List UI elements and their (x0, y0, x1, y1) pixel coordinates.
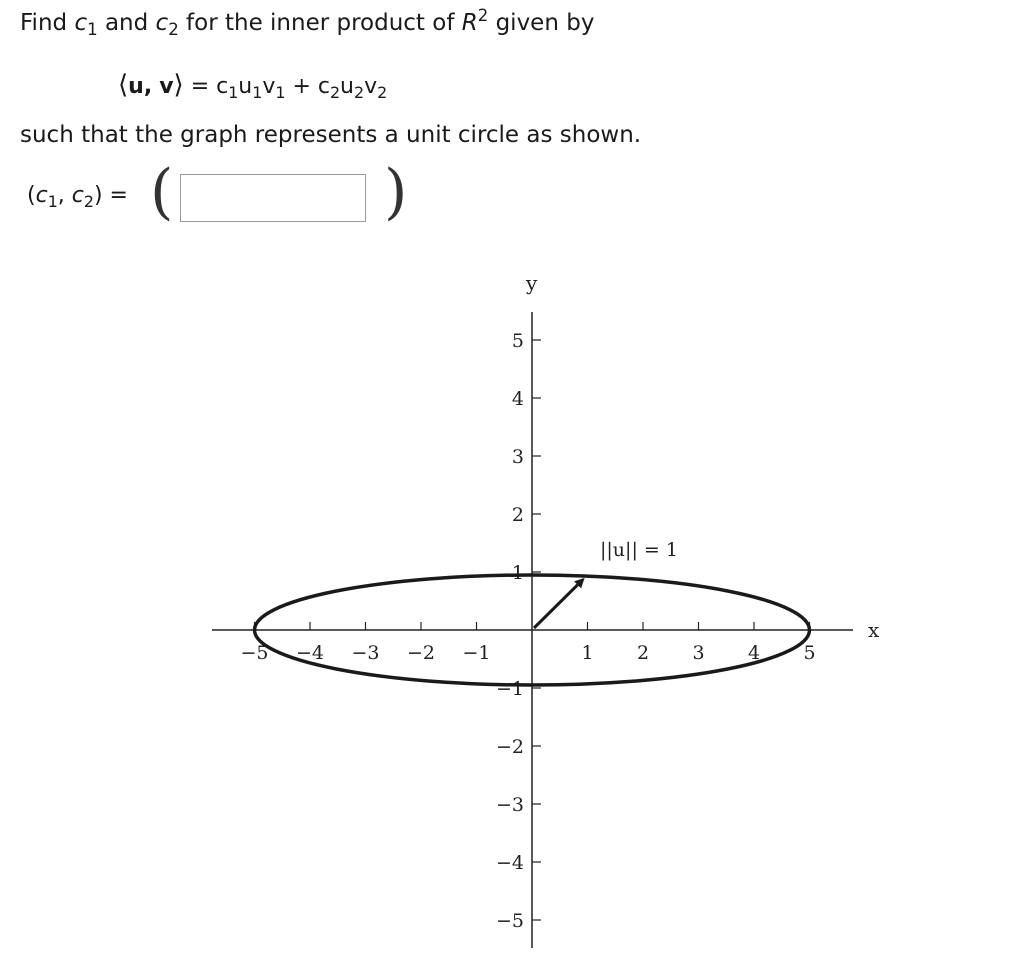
right-angle-bracket: ⟩ (173, 70, 184, 100)
x-tick-label: −4 (295, 642, 325, 664)
answer-c2: c (71, 183, 84, 208)
vector-v: v (159, 74, 174, 99)
formula-v1: v (262, 74, 276, 99)
x-tick-label: 3 (692, 642, 705, 664)
y-tick-label: 4 (511, 388, 524, 410)
question-text-find: Find (20, 10, 68, 36)
vector-u: u (128, 74, 144, 99)
formula-sub: 2 (354, 82, 365, 102)
question-text-and: and (104, 10, 149, 36)
answer-c1-sub: 1 (47, 191, 58, 211)
y-tick-label: −4 (495, 852, 524, 874)
question-line-2: such that the graph represents a unit circle as shown. (20, 122, 642, 148)
formula-sub: 1 (228, 82, 239, 102)
question-text-given-by: given by (495, 10, 595, 36)
formula-sub: 1 (252, 82, 263, 102)
axes (212, 271, 880, 948)
answer-label: ($c_1$, $c_2$) = (27, 183, 128, 211)
y-tick-label: 1 (511, 562, 524, 584)
formula-sub: 2 (329, 82, 341, 102)
vector-norm-label: ||u|| = 1 (600, 539, 678, 561)
inner-product-formula: ⟨u, v⟩ = $c_1u_1v_1 + c_2u_2v_2$ (118, 70, 388, 102)
y-tick-label: 5 (511, 330, 524, 352)
y-tick-label: −1 (495, 678, 524, 700)
formula-c1: = c (190, 74, 229, 99)
x-axis-label: x (868, 618, 880, 642)
answer-left-paren: ( (150, 157, 174, 227)
formula-sub: 2 (377, 82, 388, 102)
answer-c1: c (35, 183, 48, 208)
c1-symbol: c (74, 10, 88, 36)
y-tick-label: 3 (511, 446, 524, 468)
formula-u1: u (238, 74, 253, 99)
x-tick-label: −5 (240, 642, 269, 664)
answer-c2-sub: 2 (83, 191, 94, 211)
left-angle-bracket: ⟨ (118, 70, 129, 100)
formula-c2: + c (292, 74, 330, 99)
answer-right-paren: ) (384, 157, 408, 227)
r-symbol: R (461, 10, 478, 36)
r-superscript: 2 (477, 5, 489, 25)
unit-vector-arrow (534, 580, 583, 628)
question-text-inner-product: for the inner product of (186, 10, 455, 36)
x-tick-label: −2 (406, 642, 436, 664)
ticks (240, 330, 815, 932)
y-tick-label: −3 (495, 794, 524, 816)
formula-v2: v (364, 74, 378, 99)
y-tick-label: 2 (511, 504, 524, 526)
x-tick-label: 2 (636, 642, 650, 664)
formula-u2: u (340, 74, 354, 99)
y-tick-label: −2 (495, 736, 524, 758)
x-tick-label: −3 (351, 642, 380, 664)
y-axis-label: y (526, 271, 538, 295)
x-tick-label: −1 (462, 642, 491, 664)
formula-sub: 1 (275, 82, 286, 102)
answer-equals: = (109, 183, 128, 208)
c2-subscript: 2 (168, 19, 179, 39)
c2-symbol: c (155, 10, 169, 36)
c1-subscript: 1 (87, 19, 98, 39)
y-tick-label: −5 (495, 910, 524, 932)
x-tick-label: 1 (581, 642, 594, 664)
x-tick-label: 4 (747, 642, 761, 664)
x-tick-label: 5 (803, 642, 816, 664)
